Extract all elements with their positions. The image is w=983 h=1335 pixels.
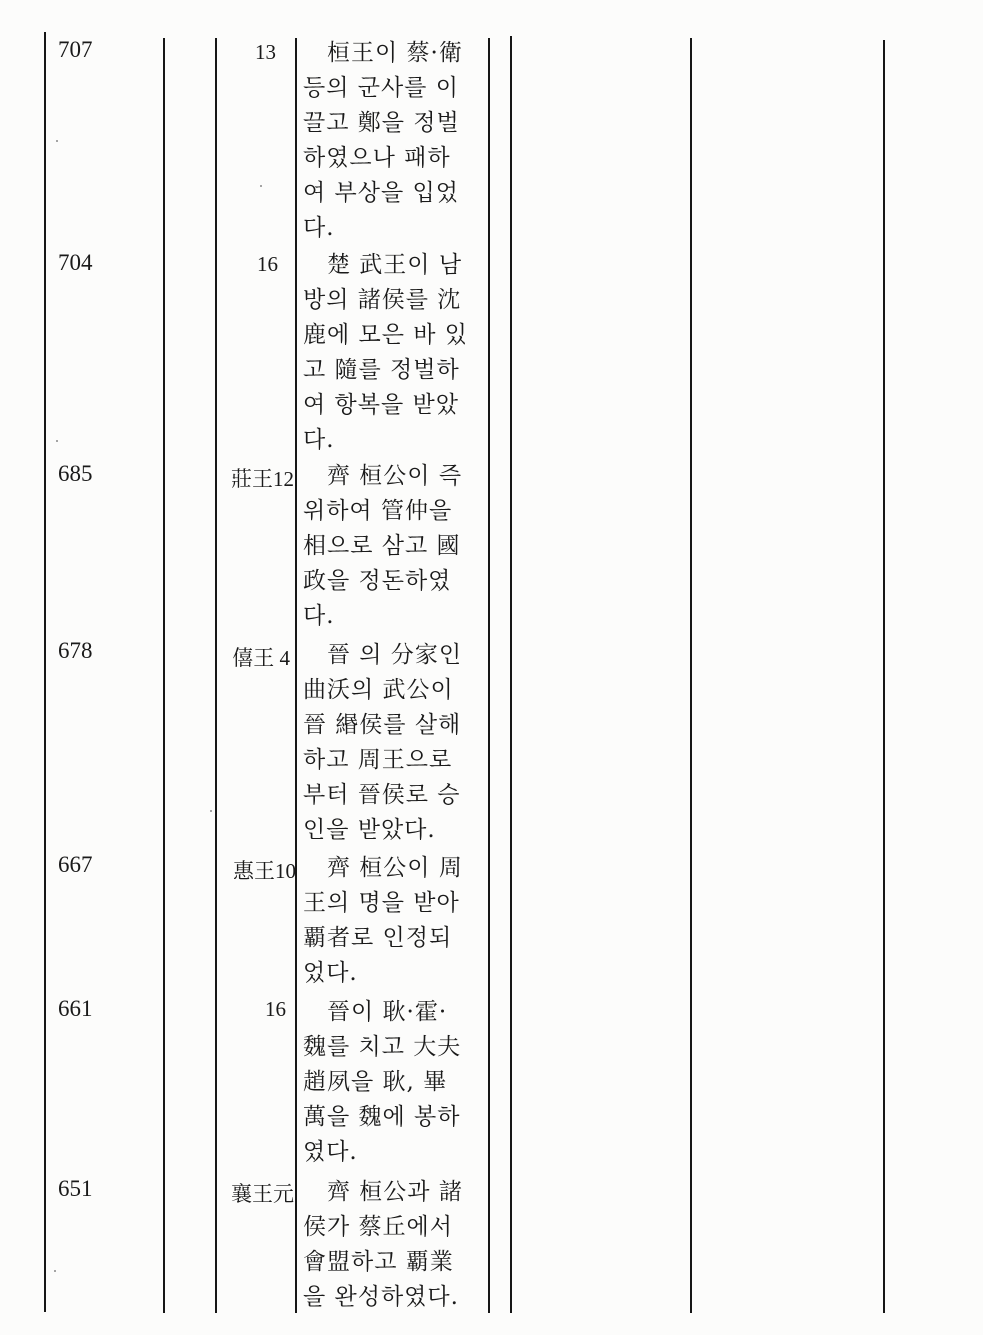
table-row-year: 678	[58, 638, 93, 663]
event-line: 부터 晉侯로 승	[303, 782, 461, 808]
column-rule-6	[510, 36, 512, 1313]
table-row-event	[303, 36, 493, 246]
table-row-reign: 僖王 4	[232, 646, 290, 670]
scan-speck	[54, 1270, 56, 1272]
event-line: 여 항복을 받았	[303, 392, 459, 418]
scan-speck	[56, 440, 58, 442]
table-row-event	[303, 638, 493, 848]
event-line: 끌고 鄭을 정벌	[303, 110, 460, 136]
table-row-year: 707	[58, 37, 93, 62]
event-line: 趙夙을 耿, 畢	[303, 1069, 448, 1095]
event-line: 政을 정돈하였	[303, 568, 452, 594]
table-row-reign: 襄王元	[231, 1182, 294, 1206]
event-line: 晉이 耿·霍·	[303, 999, 448, 1025]
event-line: 을 완성하였다.	[303, 1284, 459, 1310]
table-row-event	[303, 1175, 493, 1315]
event-line: 鹿에 모은 바 있	[303, 322, 469, 348]
event-line: 고 隨를 정벌하	[303, 357, 460, 383]
column-rule-8	[883, 40, 885, 1313]
event-line: 위하여 管仲을	[303, 498, 453, 524]
scan-speck	[56, 140, 58, 142]
event-line: 相으로 삼고 國	[303, 533, 461, 559]
event-line: 會盟하고 覇業	[303, 1249, 454, 1275]
column-rule-3	[215, 38, 217, 1313]
event-line: 萬을 魏에 봉하	[303, 1104, 461, 1130]
table-row-year: 667	[58, 852, 93, 877]
table-row-year: 661	[58, 996, 93, 1021]
table-row-year: 704	[58, 250, 93, 275]
event-line: 여 부상을 입었	[303, 180, 459, 206]
event-line: 覇者로 인정되	[303, 925, 453, 951]
column-rule-4	[295, 38, 297, 1313]
event-line: 楚 武王이 남	[303, 252, 463, 278]
event-line: 王의 명을 받아	[303, 890, 460, 916]
table-row-event	[303, 851, 493, 991]
event-line: 晉 緡侯를 살해	[303, 712, 462, 738]
table-row-event	[303, 995, 493, 1170]
table-row-year: 685	[58, 461, 93, 486]
event-line: 다.	[303, 603, 335, 629]
event-line: 하였으나 패하	[303, 145, 451, 171]
event-line: 齊 桓公이 즉	[303, 463, 463, 489]
event-line: 였다.	[303, 1139, 358, 1165]
table-row-reign: 16	[265, 997, 286, 1021]
scan-speck	[210, 810, 212, 812]
event-line: 등의 군사를 이	[303, 75, 459, 101]
table-row-event	[303, 248, 493, 458]
column-rule-2	[163, 38, 165, 1313]
event-line: 晉 의 分家인	[303, 642, 463, 668]
event-line: 하고 周王으로	[303, 747, 453, 773]
table-row-reign: 16	[257, 252, 278, 276]
table-row-reign: 莊王12	[231, 467, 294, 491]
event-line: 인을 받았다.	[303, 817, 436, 843]
event-line: 桓王이 蔡·衛	[303, 40, 463, 66]
table-row-year: 651	[58, 1176, 93, 1201]
event-line: 다.	[303, 215, 335, 241]
event-line: 다.	[303, 427, 335, 453]
table-row-reign: 13	[255, 40, 276, 64]
table-row-event	[303, 459, 493, 634]
event-line: 齊 桓公이 周	[303, 855, 463, 881]
event-line: 방의 諸侯를 沈	[303, 287, 462, 313]
event-line: 魏를 치고 大夫	[303, 1034, 462, 1060]
event-line: 었다.	[303, 960, 358, 986]
scan-speck	[260, 185, 262, 187]
column-rule-7	[690, 38, 692, 1313]
event-line: 齊 桓公과 諸	[303, 1179, 463, 1205]
event-line: 曲沃의 武公이	[303, 677, 454, 703]
event-line: 侯가 蔡丘에서	[303, 1214, 453, 1240]
column-rule-1	[44, 32, 46, 1312]
table-row-reign: 惠王10	[233, 859, 296, 883]
